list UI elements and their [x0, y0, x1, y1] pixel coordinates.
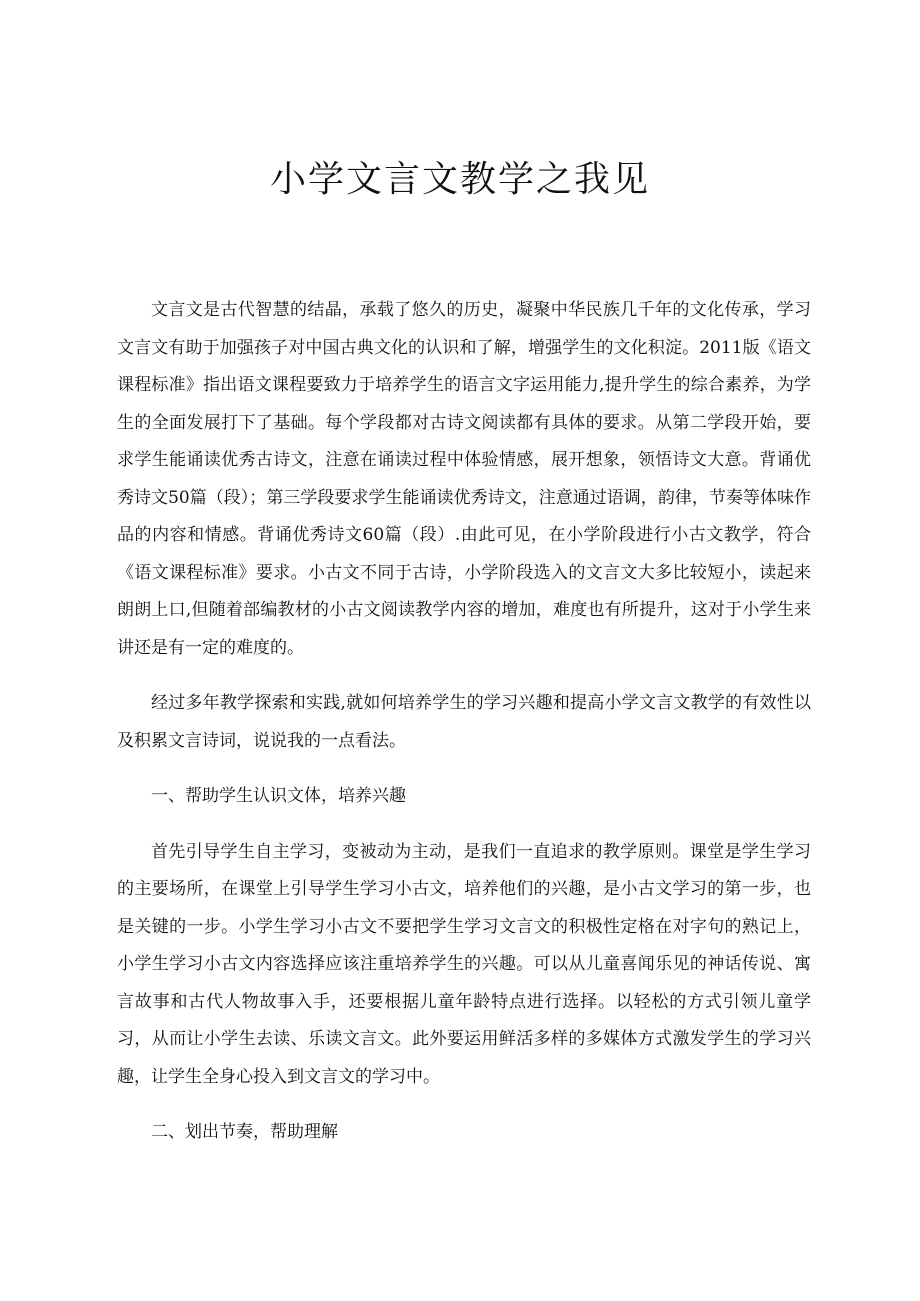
paragraph-overview: 经过多年教学探索和实践,就如何培养学生的学习兴趣和提高小学文言文教学的有效性以及积累文言诗词，说说我的一点看法。 [117, 693, 811, 751]
page-title: 小学文言文教学之我见 [269, 159, 650, 200]
paragraph-intro: 文言文是古代智慧的结晶，承载了悠久的历史，凝聚中华民族几千年的文化传承，学习文言文有助于加强孩子对中国古典文化的认识和了解，增强学生的文化积淀。2011版《语文课程标准》指出语文课程要致力于培养学生的语言文字运用能力,提升学生的综合素养，为学生的全面发展打下了基础。每个学段都对古诗文阅读都有具体的要求。从第二学段开始，要求学生能诵读优秀古诗文，注意在诵读过程中体验情感，展开想象，领悟诗文大意。背诵优秀诗文50篇（段）；第三学段要求学生能诵读优秀诗文，注意通过语调，韵律，节奏等体味作品的内容和情感。背诵优秀诗文60篇（段）.由此可见，在小学阶段进行小古文教学，符合《语文课程标准》要求。小古文不同于古诗，小学阶段选入的文言文大多比较短小，读起来朗朗上口,但随着部编教材的小古文阅读教学内容的增加，难度也有所提升，这对于小学生来讲还是有一定的难度的。 [117, 300, 811, 658]
section-heading-1: 一、帮助学生认识文体，培养兴趣 [151, 786, 406, 806]
section-heading-2: 二、划出节奏，帮助理解 [151, 1122, 338, 1142]
paragraph-section-1: 首先引导学生自主学习，变被动为主动，是我们一直追求的教学原则。课堂是学生学习的主要场所，在课堂上引导学生学习小古文，培养他们的兴趣，是小古文学习的第一步，也是关键的一步。小学生学习小古文不要把学生学习文言文的积极性定格在对字句的熟记上，小学生学习小古文内容选择应该注重培养学生的兴趣。可以从儿童喜闻乐见的神话传说、寓言故事和古代人物故事入手，还要根据儿童年龄特点进行选择。以轻松的方式引领儿童学习，从而让小学生去读、乐读文言文。此外要运用鲜活多样的多媒体方式激发学生的学习兴趣，让学生全身心投入到文言文的学习中。 [117, 841, 811, 1087]
document-body [117, 292, 811, 1152]
